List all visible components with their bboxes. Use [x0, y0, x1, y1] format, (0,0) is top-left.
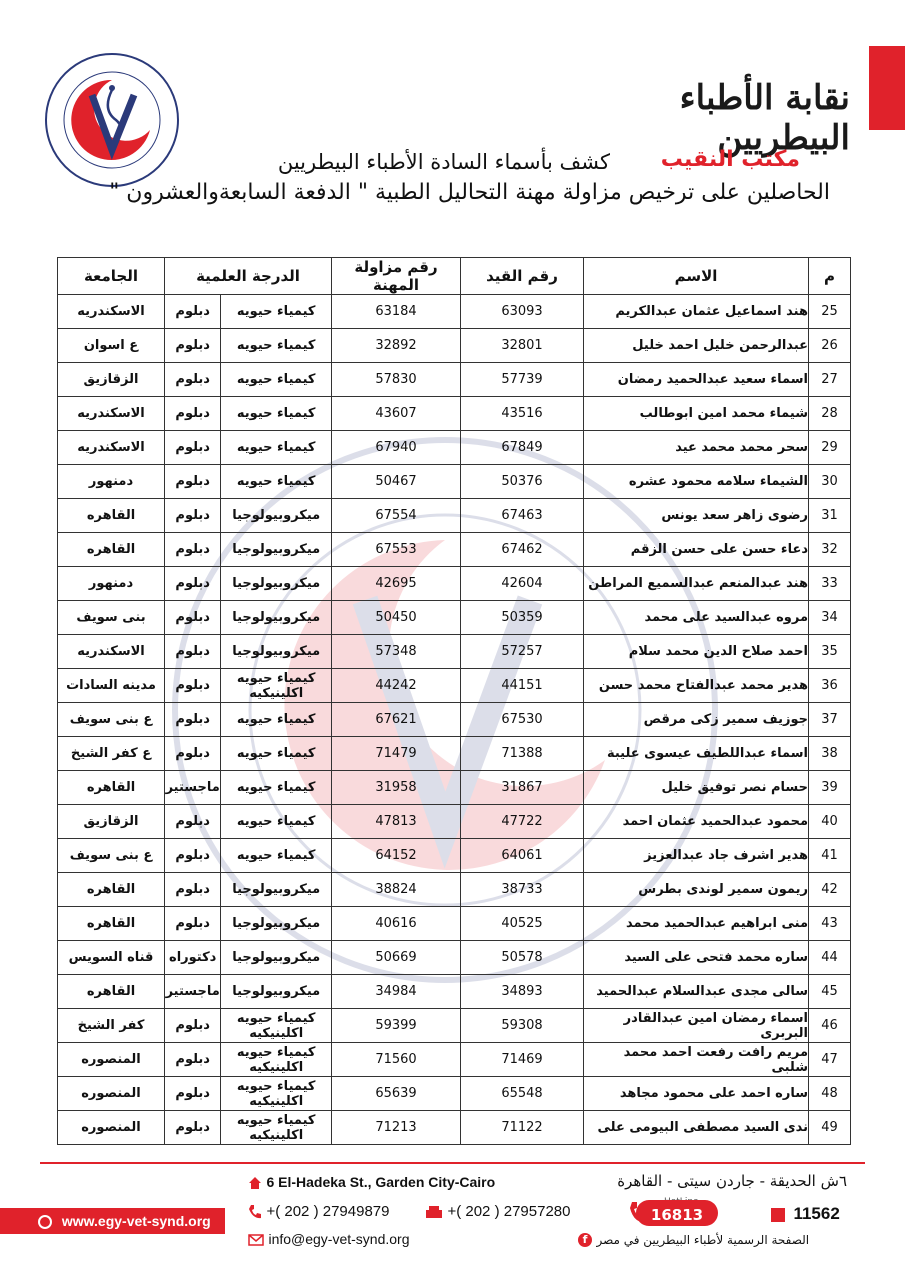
phone-row: [248, 1203, 389, 1220]
row-license-number: 47813: [332, 805, 461, 839]
fax-row: [425, 1203, 570, 1220]
row-name: رضوى زاهر سعد يونس: [584, 499, 809, 533]
row-index: 40: [809, 805, 851, 839]
table-row: [58, 907, 851, 941]
row-index: 47: [809, 1043, 851, 1077]
row-index: 44: [809, 941, 851, 975]
row-degree-subject: كيمياء حيويه: [221, 363, 332, 397]
short-number-row: [771, 1204, 840, 1224]
row-index: 36: [809, 669, 851, 703]
row-degree-type: دبلوم: [165, 499, 221, 533]
row-degree-subject: ميكروبيولوجيا: [221, 941, 332, 975]
table-row: [58, 397, 851, 431]
row-degree-type: دبلوم: [165, 397, 221, 431]
row-name: دعاء حسن على حسن الزقم: [584, 533, 809, 567]
col-header-name: الاسم: [584, 258, 809, 295]
row-index: 41: [809, 839, 851, 873]
row-license-number: 64152: [332, 839, 461, 873]
table-row: [58, 601, 851, 635]
row-name: هدير محمد عبدالفتاح محمد حسن: [584, 669, 809, 703]
row-registration-number: 71388: [461, 737, 584, 771]
row-registration-number: 32801: [461, 329, 584, 363]
row-license-number: 44242: [332, 669, 461, 703]
row-degree-type: دبلوم: [165, 295, 221, 329]
row-index: 49: [809, 1111, 851, 1145]
row-degree-type: دبلوم: [165, 329, 221, 363]
row-index: 43: [809, 907, 851, 941]
row-degree-subject: كيمياء حيويه: [221, 703, 332, 737]
row-university: بنى سويف: [58, 601, 165, 635]
short-number: 11562: [793, 1204, 840, 1223]
row-university: القاهره: [58, 975, 165, 1009]
short-number-icon: [771, 1208, 785, 1222]
row-name: اسماء عبداللطيف عيسوى عليبة: [584, 737, 809, 771]
email-row: [248, 1231, 410, 1248]
col-header-degree: الدرجة العلمية: [165, 258, 332, 295]
row-license-number: 63184: [332, 295, 461, 329]
row-university: ع اسوان: [58, 329, 165, 363]
row-license-number: 57830: [332, 363, 461, 397]
row-degree-type: دبلوم: [165, 431, 221, 465]
row-degree-subject: كيمياء حيويه اكلينيكيه: [221, 1111, 332, 1145]
row-degree-subject: كيمياء حيويه اكلينيكيه: [221, 1077, 332, 1111]
row-license-number: 50450: [332, 601, 461, 635]
row-university: القاهره: [58, 907, 165, 941]
row-license-number: 43607: [332, 397, 461, 431]
row-name: سحر محمد محمد عيد: [584, 431, 809, 465]
address-arabic: ٦ش الحديقة - جاردن سيتى - القاهرة: [617, 1172, 847, 1190]
hotline-number: 16813: [636, 1200, 718, 1226]
row-university: القاهره: [58, 771, 165, 805]
table-row: [58, 941, 851, 975]
document-title-line2: الحاصلين على ترخيص مزاولة مهنة التحاليل الطبية " الدفعة السابعةوالعشرون ": [109, 180, 830, 205]
table-row: [58, 533, 851, 567]
row-license-number: 67940: [332, 431, 461, 465]
row-registration-number: 65548: [461, 1077, 584, 1111]
row-degree-type: دبلوم: [165, 907, 221, 941]
row-name: عبدالرحمن خليل احمد خليل: [584, 329, 809, 363]
row-name: جوزيف سمير زكى مرقص: [584, 703, 809, 737]
row-degree-type: دبلوم: [165, 1077, 221, 1111]
row-degree-type: ماجستير: [165, 975, 221, 1009]
office-label: مكتب النقيب: [660, 147, 800, 172]
row-index: 32: [809, 533, 851, 567]
row-name: ريمون سمير لوندى بطرس: [584, 873, 809, 907]
row-university: القاهره: [58, 533, 165, 567]
row-index: 31: [809, 499, 851, 533]
table-row: [58, 839, 851, 873]
row-university: الزقازيق: [58, 363, 165, 397]
row-degree-subject: ميكروبيولوجيا: [221, 567, 332, 601]
row-degree-type: دبلوم: [165, 601, 221, 635]
row-degree-subject: كيمياء حيويه: [221, 465, 332, 499]
home-icon: [248, 1176, 262, 1190]
row-university: القاهره: [58, 499, 165, 533]
row-name: هند اسماعيل عثمان عبدالكريم: [584, 295, 809, 329]
row-name: اسماء سعيد عبدالحميد رمضان: [584, 363, 809, 397]
row-name: هند عبدالمنعم عبدالسميع المراطن: [584, 567, 809, 601]
row-degree-type: دبلوم: [165, 465, 221, 499]
row-degree-subject: كيمياء حيويه: [221, 431, 332, 465]
row-registration-number: 42604: [461, 567, 584, 601]
row-registration-number: 67463: [461, 499, 584, 533]
row-degree-subject: كيمياء حيويه اكلينيكيه: [221, 669, 332, 703]
row-degree-type: دبلوم: [165, 805, 221, 839]
row-degree-subject: كيمياء حيويه: [221, 839, 332, 873]
row-license-number: 32892: [332, 329, 461, 363]
row-index: 39: [809, 771, 851, 805]
row-registration-number: 47722: [461, 805, 584, 839]
row-license-number: 71213: [332, 1111, 461, 1145]
row-university: ع كفر الشيخ: [58, 737, 165, 771]
row-name: ندى السيد مصطفى البيومى على: [584, 1111, 809, 1145]
col-header-index: م: [809, 258, 851, 295]
row-license-number: 67554: [332, 499, 461, 533]
row-registration-number: 57739: [461, 363, 584, 397]
row-university: المنصوره: [58, 1077, 165, 1111]
row-university: القاهره: [58, 873, 165, 907]
row-degree-subject: ميكروبيولوجيا: [221, 533, 332, 567]
row-index: 38: [809, 737, 851, 771]
row-registration-number: 59308: [461, 1009, 584, 1043]
row-index: 29: [809, 431, 851, 465]
row-university: الاسكندريه: [58, 397, 165, 431]
row-registration-number: 57257: [461, 635, 584, 669]
table-row: [58, 363, 851, 397]
row-index: 48: [809, 1077, 851, 1111]
row-degree-type: دبلوم: [165, 873, 221, 907]
email-link[interactable]: info@egy-vet-synd.org: [268, 1231, 410, 1247]
row-index: 45: [809, 975, 851, 1009]
row-university: ع بنى سويف: [58, 703, 165, 737]
table-row: [58, 975, 851, 1009]
row-license-number: 31958: [332, 771, 461, 805]
table-row: [58, 873, 851, 907]
row-degree-type: دبلوم: [165, 1111, 221, 1145]
row-registration-number: 31867: [461, 771, 584, 805]
row-university: مدينه السادات: [58, 669, 165, 703]
row-degree-type: دكتوراه: [165, 941, 221, 975]
row-registration-number: 50376: [461, 465, 584, 499]
row-degree-type: ماجستير: [165, 771, 221, 805]
row-registration-number: 40525: [461, 907, 584, 941]
row-license-number: 57348: [332, 635, 461, 669]
row-license-number: 50467: [332, 465, 461, 499]
row-index: 37: [809, 703, 851, 737]
row-registration-number: 67849: [461, 431, 584, 465]
row-name: احمد صلاح الدين محمد سلام: [584, 635, 809, 669]
row-degree-type: دبلوم: [165, 839, 221, 873]
row-license-number: 65639: [332, 1077, 461, 1111]
row-license-number: 71560: [332, 1043, 461, 1077]
row-name: محمود عبدالحميد عثمان احمد: [584, 805, 809, 839]
row-name: شيماء محمد امين ابوطالب: [584, 397, 809, 431]
email-icon: [248, 1234, 264, 1246]
table-row: [58, 329, 851, 363]
row-registration-number: 44151: [461, 669, 584, 703]
row-name: منى ابراهيم عبدالحميد محمد: [584, 907, 809, 941]
row-university: دمنهور: [58, 465, 165, 499]
row-degree-subject: كيمياء حيويه: [221, 397, 332, 431]
row-index: 25: [809, 295, 851, 329]
row-index: 42: [809, 873, 851, 907]
syndicate-brand: نقابة الأطباء البيطريين: [679, 78, 850, 158]
syndicate-logo: [42, 50, 182, 190]
row-degree-subject: ميكروبيولوجيا: [221, 907, 332, 941]
table-row: [58, 737, 851, 771]
row-degree-subject: كيمياء حيويه اكلينيكيه: [221, 1043, 332, 1077]
row-license-number: 42695: [332, 567, 461, 601]
address-english-row: [248, 1174, 495, 1191]
table-row: [58, 1043, 851, 1077]
row-license-number: 71479: [332, 737, 461, 771]
table-row: [58, 669, 851, 703]
row-degree-type: دبلوم: [165, 635, 221, 669]
row-index: 33: [809, 567, 851, 601]
table-row: [58, 771, 851, 805]
table-row: [58, 295, 851, 329]
row-degree-type: دبلوم: [165, 703, 221, 737]
row-degree-type: دبلوم: [165, 669, 221, 703]
website-bar: [0, 1208, 225, 1234]
row-university: كفر الشيخ: [58, 1009, 165, 1043]
table-row: [58, 431, 851, 465]
row-registration-number: 38733: [461, 873, 584, 907]
row-university: الاسكندريه: [58, 635, 165, 669]
row-degree-type: دبلوم: [165, 1009, 221, 1043]
table-row: [58, 1077, 851, 1111]
footer-divider: [40, 1162, 865, 1164]
row-name: سالى مجدى عبدالسلام عبدالحميد: [584, 975, 809, 1009]
row-degree-subject: كيمياء حيويه: [221, 805, 332, 839]
row-degree-subject: ميكروبيولوجيا: [221, 499, 332, 533]
col-header-university: الجامعة: [58, 258, 165, 295]
row-name: مروه عبدالسيد على محمد: [584, 601, 809, 635]
row-degree-type: دبلوم: [165, 533, 221, 567]
row-university: الزقازيق: [58, 805, 165, 839]
row-degree-subject: كيمياء حيويه: [221, 329, 332, 363]
row-degree-subject: ميكروبيولوجيا: [221, 873, 332, 907]
row-degree-subject: ميكروبيولوجيا: [221, 975, 332, 1009]
row-registration-number: 34893: [461, 975, 584, 1009]
row-index: 46: [809, 1009, 851, 1043]
row-registration-number: 67530: [461, 703, 584, 737]
table-row: [58, 1009, 851, 1043]
row-index: 28: [809, 397, 851, 431]
row-degree-subject: ميكروبيولوجيا: [221, 635, 332, 669]
col-header-reg: رقم القيد: [461, 258, 584, 295]
table-header-row: [58, 258, 851, 295]
row-degree-type: دبلوم: [165, 1043, 221, 1077]
row-university: المنصوره: [58, 1043, 165, 1077]
licensees-table: [57, 257, 851, 1145]
col-header-license: رقم مزاولة المهنة: [332, 258, 461, 295]
row-index: 26: [809, 329, 851, 363]
facebook-row: [578, 1232, 809, 1248]
row-degree-type: دبلوم: [165, 567, 221, 601]
table-row: [58, 1111, 851, 1145]
fax-number: +( 202 ) 27957280: [447, 1203, 571, 1220]
row-license-number: 50669: [332, 941, 461, 975]
row-license-number: 59399: [332, 1009, 461, 1043]
website-link[interactable]: www.egy-vet-synd.org: [61, 1213, 211, 1229]
table-row: [58, 567, 851, 601]
row-name: ساره احمد على محمود مجاهد: [584, 1077, 809, 1111]
phone-icon: [248, 1204, 262, 1220]
row-registration-number: 63093: [461, 295, 584, 329]
row-index: 35: [809, 635, 851, 669]
row-registration-number: 71469: [461, 1043, 584, 1077]
row-name: الشيماء سلامه محمود عشره: [584, 465, 809, 499]
row-license-number: 40616: [332, 907, 461, 941]
row-index: 34: [809, 601, 851, 635]
row-degree-subject: كيمياء حيويه اكلينيكيه: [221, 1009, 332, 1043]
row-degree-subject: كيمياء حيويه: [221, 295, 332, 329]
row-license-number: 38824: [332, 873, 461, 907]
row-registration-number: 71122: [461, 1111, 584, 1145]
row-name: ساره محمد فتحى على السيد: [584, 941, 809, 975]
globe-icon: [38, 1215, 52, 1229]
facebook-icon: f: [578, 1233, 592, 1247]
fax-icon: [425, 1205, 443, 1220]
row-name: اسماء رمضان امين عبدالقادر البربرى: [584, 1009, 809, 1043]
header-red-bar: [869, 46, 905, 130]
row-university: الاسكندريه: [58, 431, 165, 465]
row-name: هدير اشرف جاد عبدالعزيز: [584, 839, 809, 873]
row-registration-number: 67462: [461, 533, 584, 567]
row-license-number: 67621: [332, 703, 461, 737]
row-university: الاسكندريه: [58, 295, 165, 329]
row-index: 30: [809, 465, 851, 499]
row-index: 27: [809, 363, 851, 397]
table-row: [58, 805, 851, 839]
row-degree-type: دبلوم: [165, 363, 221, 397]
row-registration-number: 43516: [461, 397, 584, 431]
row-degree-subject: كيمياء حيويه: [221, 737, 332, 771]
row-registration-number: 64061: [461, 839, 584, 873]
phone-number: +( 202 ) 27949879: [266, 1203, 390, 1220]
address-english: 6 El-Hadeka St., Garden City-Cairo: [266, 1174, 496, 1190]
row-name: حسام نصر توفيق خليل: [584, 771, 809, 805]
facebook-page-link[interactable]: الصفحة الرسمية لأطباء البيطريين في مصر: [596, 1233, 810, 1247]
table-row: [58, 465, 851, 499]
row-license-number: 34984: [332, 975, 461, 1009]
row-name: مريم رافت رفعت احمد محمد شلبى: [584, 1043, 809, 1077]
row-degree-subject: كيمياء حيويه: [221, 771, 332, 805]
row-license-number: 67553: [332, 533, 461, 567]
row-registration-number: 50359: [461, 601, 584, 635]
table-row: [58, 499, 851, 533]
row-university: المنصوره: [58, 1111, 165, 1145]
row-university: ع بنى سويف: [58, 839, 165, 873]
document-title-line1: كشف بأسماء السادة الأطباء البيطريين: [277, 150, 610, 174]
row-registration-number: 50578: [461, 941, 584, 975]
row-university: قناه السويس: [58, 941, 165, 975]
row-degree-subject: ميكروبيولوجيا: [221, 601, 332, 635]
table-row: [58, 703, 851, 737]
row-university: دمنهور: [58, 567, 165, 601]
table-row: [58, 635, 851, 669]
row-degree-type: دبلوم: [165, 737, 221, 771]
